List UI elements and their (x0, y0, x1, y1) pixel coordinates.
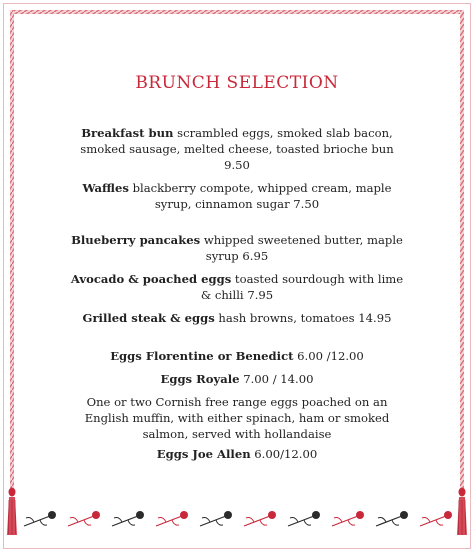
item-description: hash browns, tomatoes 14.95 (214, 311, 392, 325)
rose-icon (420, 511, 452, 526)
rose-icon (288, 511, 320, 526)
menu-section (70, 348, 404, 462)
item-description: scrambled eggs, smoked slab bacon, smoked sausage, melted cheese, toasted brioche bun 9.50 (80, 126, 394, 172)
item-name: Blueberry pancakes (71, 233, 201, 247)
item-name: Grilled steak & eggs (82, 311, 215, 325)
eggs-description: One or two Cornish free range eggs poached on an English muffin, with either spinach, ham or smoked salmon, served with hollandaise (84, 395, 390, 441)
rose-icon (24, 511, 56, 526)
rose-icon (332, 511, 364, 526)
rose-icon (244, 511, 276, 526)
item-name: Eggs Joe Allen (156, 447, 251, 461)
item-description: whipped sweetened butter, maple syrup 6.95 (200, 233, 403, 263)
rope-top (10, 10, 464, 14)
menu-item (70, 310, 404, 326)
menu-item (70, 371, 404, 387)
item-name: Breakfast bun (81, 126, 174, 140)
rose-icon (156, 511, 188, 526)
rose-icon (200, 511, 232, 526)
menu-item (70, 271, 404, 303)
item-name: Waffles (82, 181, 129, 195)
menu-item (70, 180, 404, 212)
rose-icon (376, 511, 408, 526)
menu-section (70, 232, 404, 326)
rose-icon (112, 511, 144, 526)
rose-icon (68, 511, 100, 526)
tassel-icon-left (7, 488, 17, 536)
menu-item (70, 232, 404, 264)
item-name: Eggs Royale (160, 372, 240, 386)
tassel-icon-right (457, 488, 467, 536)
item-price: 7.00 / 14.00 (239, 372, 314, 386)
menu-item (70, 125, 404, 173)
menu-section (70, 125, 404, 212)
item-description: toasted sourdough with lime & chilli 7.95 (200, 272, 404, 302)
item-name: Eggs Florentine or Benedict (110, 349, 294, 363)
menu-body (70, 125, 404, 469)
menu-title: BRUNCH SELECTION (135, 73, 339, 93)
menu-item (70, 348, 404, 364)
item-price: 6.00 /12.00 (293, 349, 364, 363)
item-price: 6.00/12.00 (250, 447, 318, 461)
item-description: blackberry compote, whipped cream, maple syrup, cinnamon sugar 7.50 (128, 181, 392, 211)
menu-item (70, 446, 404, 462)
rose-border (24, 511, 452, 526)
item-name: Avocado & poached eggs (70, 272, 232, 286)
